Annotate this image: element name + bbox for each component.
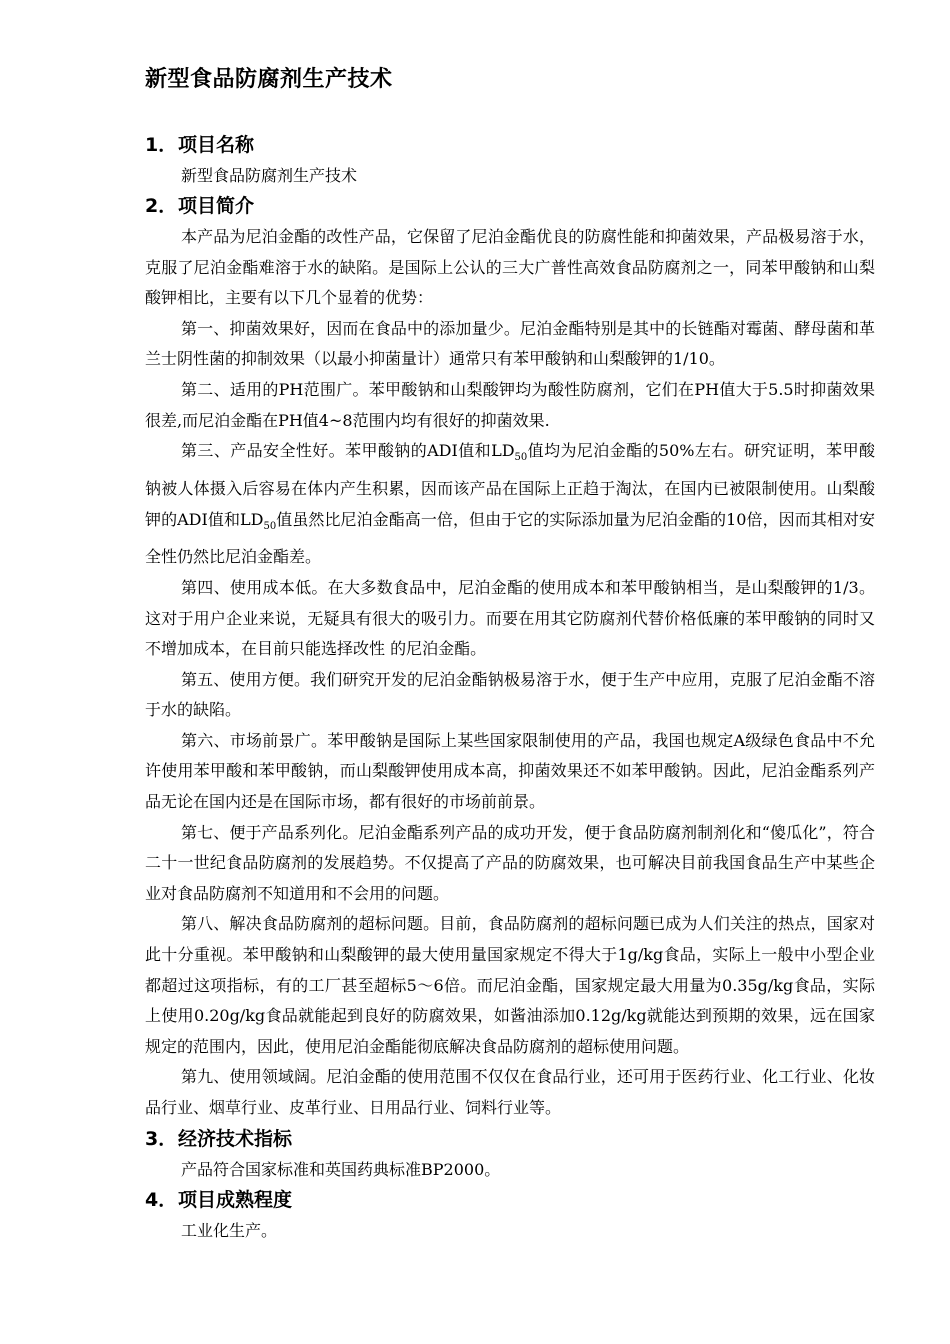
section-3-heading [145, 1124, 875, 1155]
advantage-5-paragraph: 第五、使用方便。我们研究开发的尼泊金酯钠极易溶于水，便于生产中应用，克服了尼泊金酯不溶于水的缺陷。 [145, 669, 875, 720]
advantage-1-paragraph: 第一、抑菌效果好，因而在食品中的添加量少。尼泊金酯特别是其中的长链酯对霉菌、酵母菌和革兰士阴性菌的抑制效果（以最小抑菌量计）通常只有苯甲酸钠和山梨酸钾的1/10。 [145, 318, 875, 369]
advantage-9-paragraph: 第九、使用领域阔。尼泊金酯的使用范围不仅仅在食品行业，还可用于医药行业、化工行业、化妆品行业、烟草行业、皮革行业、日用品行业、饲料行业等。 [145, 1067, 875, 1117]
advantage-8-paragraph: 第八、解决食品防腐剂的超标问题。目前，食品防腐剂的超标问题已成为人们关注的热点，国家对此十分重视。苯甲酸钠和山梨酸钾的最大使用量国家规定不得大于1g/kg食品，实际上一般中小型企业都超过这项指标，有的工厂甚至超标5～6倍。而尼泊金酯，国家规定最大用量为0.35g/kg食品，实际上使用0.20g/kg食品就能起到良好的防腐效果，如酱油添加0.12g/kg就能达到预期的效果，远在国家规定的范围内，因此，使用尼泊金酯能彻底解决食品防腐剂的超标使用问题。 [145, 914, 875, 1056]
advantage-7-paragraph: 第七、便于产品系列化。尼泊金酯系列产品的成功开发，便于食品防腐剂制剂化和“傻瓜化”，符合二十一世纪食品防腐剂的发展趋势。不仅提高了产品的防腐效果，也可解决目前我国食品生产中某些企业对食品防腐剂不知道用和不会用的问题。 [145, 822, 875, 903]
section-number: 4． [145, 1188, 178, 1211]
section-1-heading [145, 130, 875, 161]
ld50-subscript: 50 [514, 452, 528, 464]
advantage-6-paragraph: 第六、市场前景广。苯甲酸钠是国际上某些国家限制使用的产品，我国也规定A级绿色食品中不允许使用苯甲酸和苯甲酸钠，而山梨酸钾使用成本高，抑菌效果还不如苯甲酸钠。因此，尼泊金酯系列产品无论在国内还是在国际市场，都有很好的市场前前景。 [145, 730, 875, 812]
section-number: 3． [145, 1127, 178, 1150]
section-title: 项目名称 [178, 134, 255, 156]
section-number: 2． [145, 195, 178, 217]
advantage-4-paragraph: 第四、使用成本低。在大多数食品中，尼泊金酯的使用成本和苯甲酸钠相当，是山梨酸钾的1/3。这对于用户企业来说，无疑具有很大的吸引力。而要在用其它防腐剂代替价格低廉的苯甲酸钠的同时又不增加成本，在目前只能选择改性 的尼泊金酯。 [145, 577, 875, 659]
project-name-text: 新型食品防腐剂生产技术 [181, 166, 358, 185]
ld50-subscript: 50 [263, 520, 277, 532]
section-4-heading [145, 1185, 875, 1216]
advantage-2-paragraph: 第二、适用的PH范围广。苯甲酸钠和山梨酸钾均为酸性防腐剂，它们在PH值大于5.5时抑菌效果很差,而尼泊金酯在PH值4~8范围内均有很好的抑菌效果. [145, 379, 875, 430]
maturity-text: 工业化生产。 [181, 1220, 278, 1240]
advantage-3-paragraph: 第三、产品安全性好。苯甲酸钠的ADI值和$LD_{50}$值均为尼泊金酯的50%左右。研究证明，苯甲酸钠被人体摄入后容易在体内产生积累，因而该产品在国际上正趋于淘汰，在国内已被限制使用。山梨酸钾的ADI值和$LD_{50}$值虽然比尼泊金酯高一倍，但由于它的实际添加量为尼泊金酯的10倍，因而其相对安全性仍然比尼泊金酯差。 [145, 441, 875, 567]
intro-paragraph: 本产品为尼泊金酯的改性产品，它保留了尼泊金酯优良的防腐性能和抑菌效果，产品极易溶于水，克服了尼泊金酯难溶于水的缺陷。是国际上公认的三大广普性高效食品防腐剂之一，同苯甲酸钠和山梨酸钾相比，主要有以下几个显着的优势： [145, 227, 875, 308]
section-title: 经济技术指标 [178, 1127, 293, 1150]
document-title: 新型食品防腐剂生产技术 [145, 67, 393, 92]
section-title: 项目成熟程度 [178, 1188, 293, 1211]
section-title: 项目简介 [178, 195, 255, 217]
document-body [145, 130, 875, 1246]
section-2-heading [145, 191, 875, 222]
section-number: 1． [145, 134, 178, 156]
indicators-text: 产品符合国家标准和英国药典标准BP2000。 [181, 1159, 501, 1179]
